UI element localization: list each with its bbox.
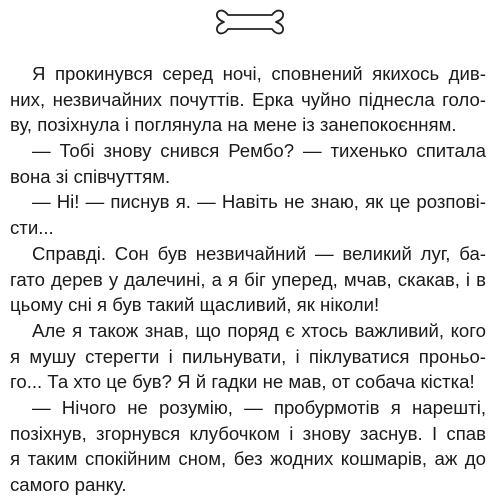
text-line: — Ні! — писнув я. — Навіть не знаю, як це розпові- <box>32 191 486 213</box>
bone-icon <box>214 4 286 40</box>
text-line: го... Та хто це був? Я й гадки не мав, от собача кістка! <box>10 371 475 393</box>
text-line: ву, позіхнула і поглянула на мене із занепокоєнням. <box>10 114 457 136</box>
text-line: я мушу стерегти і пильнувати, і піклуватися проньо- <box>10 345 486 367</box>
text-line: цьому сні я був такий щасливий, як ніколи! <box>10 294 380 316</box>
text-line: них, незвичайних почуттів. Ерка чуйно піднесла голо- <box>10 88 486 110</box>
text-line: гато дерев у далечині, а я біг уперед, мчав, скакав, і в <box>10 268 486 290</box>
story-text <box>10 61 486 498</box>
text-line: Я прокинувся серед ночі, сповнений якихось див- <box>32 63 486 84</box>
text-line: — Тобі знову снився Рембо? — тихенько спитала <box>32 140 486 162</box>
text-line: вона зі співчуттям. <box>10 165 171 187</box>
text-line: Але я також знав, що поряд є хтось важливий, кого <box>32 319 486 341</box>
text-line: позіхнув, згорнувся клубочком і знову заснув. І спав <box>10 422 486 444</box>
text-line: я таким спокійним сном, без жодних кошмарів, аж до <box>10 448 486 470</box>
text-line: Справді. Сон був незвичайний — великий луг, ба- <box>32 242 486 264</box>
text-line: сти... <box>10 217 54 239</box>
text-line: самого ранку. <box>10 474 127 495</box>
text-line: — Нічого не розумію, — пробурмотів я нарешті, <box>32 396 486 418</box>
